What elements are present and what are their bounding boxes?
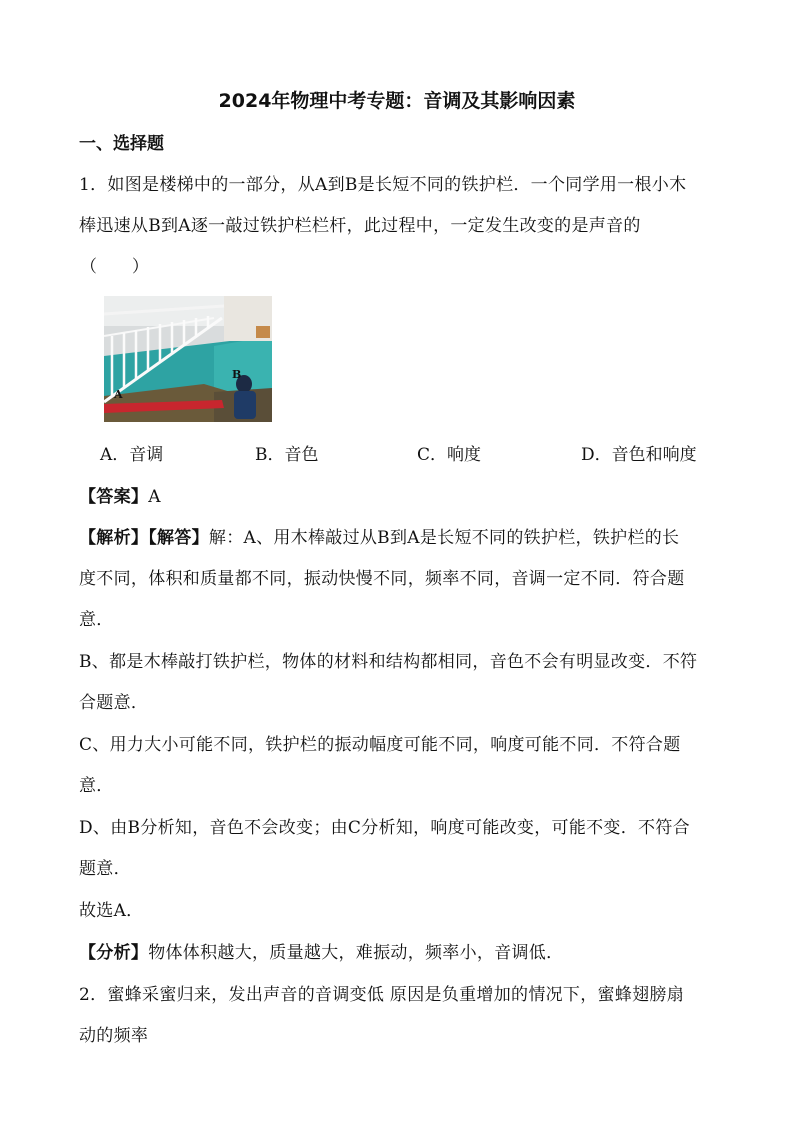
option-b[interactable]: B．音色 [255, 445, 319, 465]
analysis-line-2: 度不同，体积和质量都不同，振动快慢不同，频率不同，音调一定不同．符合题 [79, 569, 685, 589]
answer-blank: （ ） [80, 257, 150, 277]
question-2-line-1: 2．蜜蜂采蜜归来，发出声音的音调变低 原因是负重增加的情况下，蜜蜂翅膀扇 [79, 985, 685, 1005]
analysis-line-1 [79, 523, 679, 548]
fenxi-line [79, 938, 563, 963]
analysis-line-4: B、都是木棒敲打铁护栏，物体的材料和结构都相同，音色不会有明显改变．不符 [79, 652, 698, 672]
analysis-line-3: 意． [79, 610, 114, 630]
analysis-line-7: 意． [79, 776, 114, 796]
analysis-line-6: C、用力大小可能不同，铁护栏的振动幅度可能不同，响度可能不同．不符合题 [79, 735, 681, 755]
answer-tag: 【答案】 [79, 487, 149, 507]
fenxi-text: 物体体积越大，质量越大，难振动，频率小，音调低． [148, 943, 564, 963]
analysis-tag: 【解析】【解答】 [79, 528, 209, 548]
question-1-line-2: 棒迅速从B到A逐一敲过铁护栏栏杆，此过程中，一定发生改变的是声音的 [79, 216, 641, 236]
question-1-line-1: 1．如图是楼梯中的一部分，从A到B是长短不同的铁护栏．一个同学用一根小木 [79, 175, 687, 195]
analysis-line-9: 题意． [79, 859, 131, 879]
fenxi-tag: 【分析】 [79, 943, 149, 963]
analysis-text-1: 解：A、用木棒敲过从B到A是长短不同的铁护栏，铁护栏的长 [208, 528, 680, 548]
analysis-line-10: 故选A． [79, 901, 144, 921]
answer-value: A [148, 487, 161, 507]
option-d[interactable]: D．音色和响度 [581, 445, 697, 465]
label-b: B [232, 368, 242, 381]
page-title: 2024年物理中考专题：音调及其影响因素 [218, 90, 576, 112]
question-2-line-2: 动的频率 [79, 1026, 149, 1046]
option-c[interactable]: C．响度 [417, 445, 482, 465]
option-a[interactable]: A．音调 [100, 445, 164, 465]
staircase-railing-photo [104, 296, 272, 422]
label-a: A [114, 388, 123, 401]
analysis-line-5: 合题意． [79, 693, 149, 713]
section-heading: 一、选择题 [79, 134, 164, 154]
answer-line [79, 482, 161, 507]
analysis-line-8: D、由B分析知，音色不会改变；由C分析知，响度可能改变，可能不变．不符合 [79, 818, 690, 838]
